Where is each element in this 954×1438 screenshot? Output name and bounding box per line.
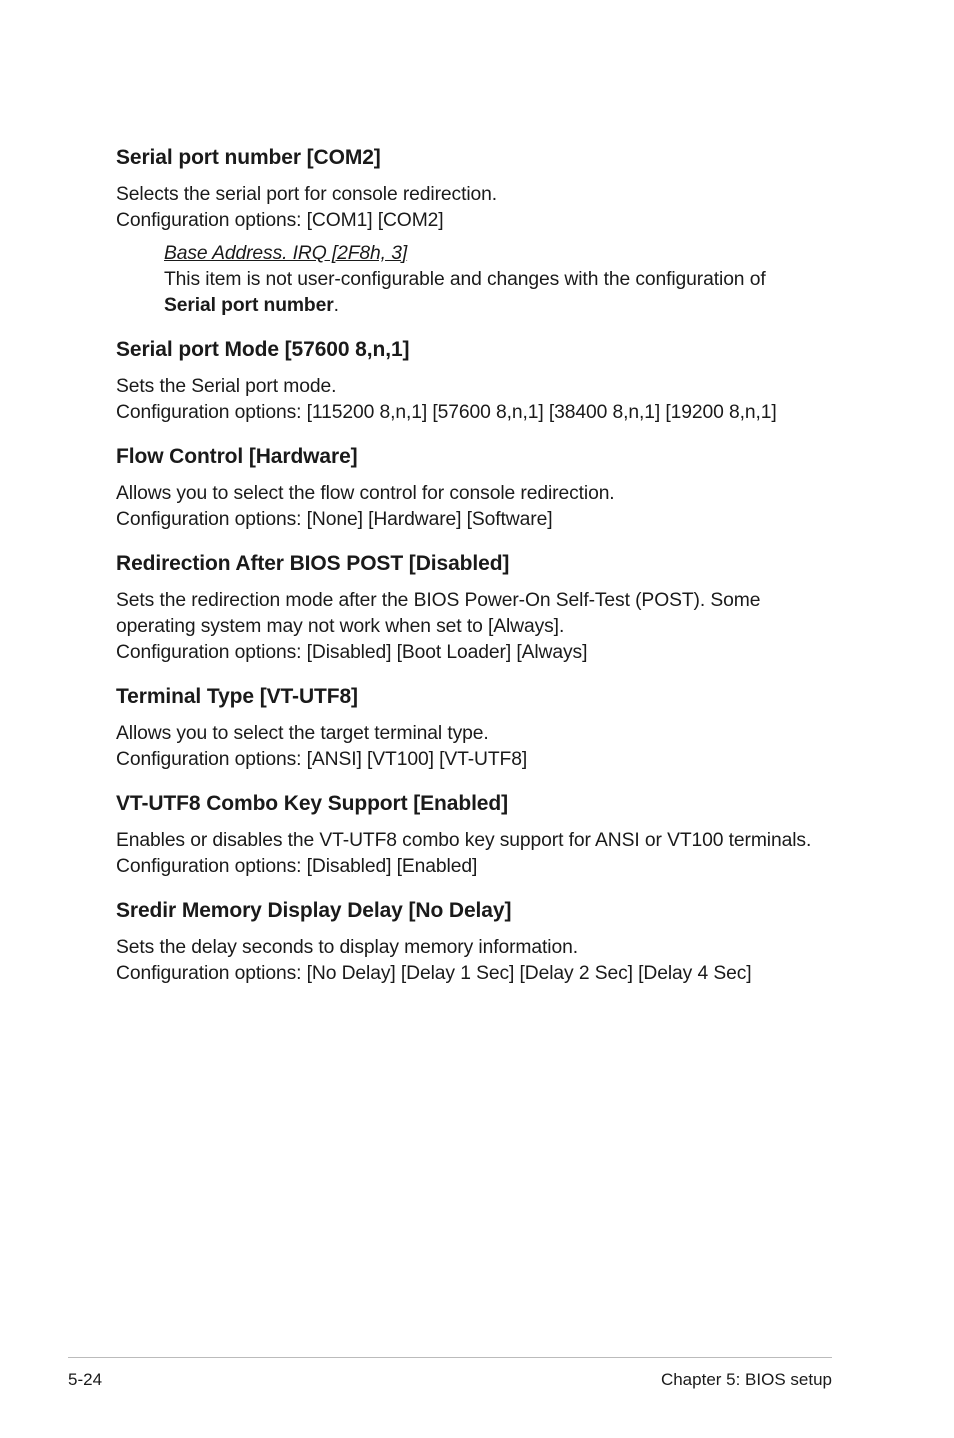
- section-text: operating system may not work when set to [Always].: [116, 616, 565, 637]
- footer-divider: [68, 1357, 832, 1358]
- section-text: Sets the Serial port mode.: [116, 376, 337, 397]
- section-text: Selects the serial port for console redirection.: [116, 184, 498, 205]
- section-vt-utf8-combo-key: [116, 789, 876, 880]
- section-serial-port-mode: [116, 335, 876, 426]
- section-text: Sets the redirection mode after the BIOS Power-On Self-Test (POST). Some: [116, 590, 761, 611]
- section-title: Serial port number [COM2]: [116, 146, 381, 169]
- section-text: Allows you to select the target terminal type.: [116, 723, 489, 744]
- subsection-text: This item is not user-configurable and changes with the configuration of: [164, 269, 766, 290]
- section-text: Allows you to select the flow control for console redirection.: [116, 483, 615, 504]
- document-body: [116, 143, 876, 1003]
- section-title: Serial port Mode [57600 8,n,1]: [116, 338, 410, 361]
- section-text: Sets the delay seconds to display memory information.: [116, 937, 578, 958]
- section-sredir-memory-delay: [116, 896, 876, 987]
- section-text: Configuration options: [Disabled] [Enabled]: [116, 856, 478, 877]
- subsection-bold-term: Serial port number: [164, 295, 334, 316]
- subsection-base-address: [164, 241, 876, 319]
- section-title: VT-UTF8 Combo Key Support [Enabled]: [116, 792, 509, 815]
- section-serial-port-number: [116, 143, 876, 319]
- section-text: Configuration options: [COM1] [COM2]: [116, 210, 444, 231]
- section-text: Configuration options: [ANSI] [VT100] [VT-UTF8]: [116, 749, 528, 770]
- subsection-title: Base Address. IRQ [2F8h, 3]: [164, 243, 408, 264]
- chapter-title: Chapter 5: BIOS setup: [660, 1370, 832, 1389]
- section-title: Redirection After BIOS POST [Disabled]: [116, 552, 510, 575]
- section-title: Terminal Type [VT-UTF8]: [116, 685, 358, 708]
- subsection-text-end: .: [333, 295, 339, 316]
- section-text: Configuration options: [No Delay] [Delay 1 Sec] [Delay 2 Sec] [Delay 4 Sec]: [116, 963, 752, 984]
- page-number: 5-24: [68, 1370, 103, 1389]
- section-text: Configuration options: [Disabled] [Boot Loader] [Always]: [116, 642, 588, 663]
- section-text: Configuration options: [None] [Hardware] [Software]: [116, 509, 553, 530]
- section-title: Flow Control [Hardware]: [116, 445, 358, 468]
- section-text: Enables or disables the VT-UTF8 combo key support for ANSI or VT100 terminals.: [116, 830, 812, 851]
- section-title: Sredir Memory Display Delay [No Delay]: [116, 899, 512, 922]
- section-terminal-type: [116, 682, 876, 773]
- section-redirection-after-post: [116, 549, 876, 666]
- section-text: Configuration options: [115200 8,n,1] [57600 8,n,1] [38400 8,n,1] [19200 8,n,1]: [116, 402, 777, 423]
- section-flow-control: [116, 442, 876, 533]
